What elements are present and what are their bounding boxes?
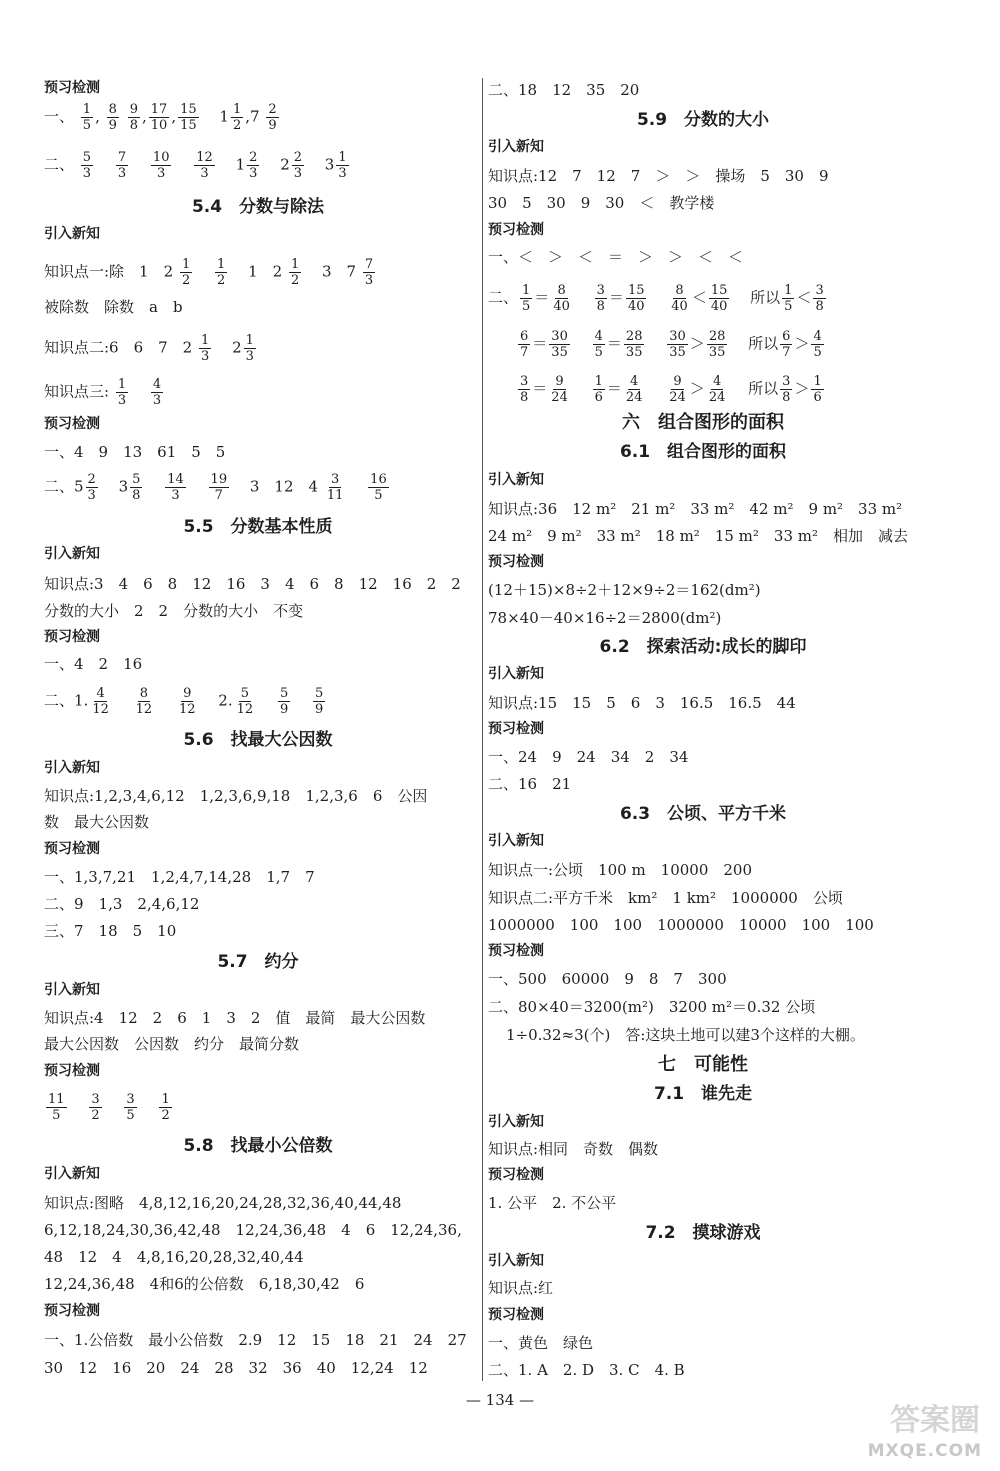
answer-line: 一、黄色 绿色 — [488, 1334, 594, 1352]
answer-line: $\frac{6}{7}$ ＝ $\frac{30}{35}$ $\frac{4}{5}$ ＝ $\frac{28}{35}$ $\frac{30}{35}$ ＞ $\frac{28}{35}$ 所以 $\frac{6}{7}$ ＞ $\frac{4}{5}$ — [520, 329, 822, 360]
section-label: 引入新知 — [488, 1114, 544, 1130]
section-label: 预习检测 — [44, 80, 100, 96]
section-title: 5.9 分数的大小 — [636, 110, 770, 130]
fraction: $\frac{8}{12}$ — [135, 686, 153, 717]
chapter-title: 七 可能性 — [658, 1054, 748, 1075]
answer-line: 知识点二:平方千米 km² 1 km² 1000000 公顷 — [488, 889, 843, 907]
fraction: $\frac{9}{12}$ — [178, 686, 196, 717]
answer-line: 被除数 除数 a b — [44, 298, 183, 316]
fraction: $\frac{1}{6}$ — [813, 374, 822, 405]
fraction: $\frac{1}{6}$ — [594, 374, 603, 405]
watermark-site: MXQE.COM — [867, 1441, 982, 1461]
fraction: $\frac{17}{10}$ — [150, 102, 168, 133]
fraction: $\frac{1}{2}$ — [181, 257, 191, 288]
section-title: 6.2 探索活动:成长的脚印 — [599, 637, 807, 657]
fraction: $\frac{4}{12}$ — [92, 686, 109, 717]
section-title: 5.5 分数基本性质 — [183, 517, 333, 537]
answer-line: 二、18 12 35 20 — [488, 81, 640, 99]
answer-line: 三、7 18 5 10 — [44, 922, 177, 940]
fraction: $\frac{28}{35}$ — [708, 329, 726, 360]
answer-line: 知识点:3 4 6 8 12 16 3 4 6 8 12 16 2 2 — [44, 575, 461, 593]
watermark — [800, 1395, 990, 1465]
column-divider — [482, 78, 483, 1381]
fraction: $\frac{4}{5}$ — [813, 329, 822, 360]
answer-line: 知识点二:6 6 7 2 $\frac{1}{3}$ 2 $\frac{1}{3}$ — [44, 333, 254, 364]
fraction: $\frac{1}{3}$ — [338, 150, 347, 181]
fraction: $\frac{3}{5}$ — [126, 1092, 135, 1123]
fraction: $\frac{4}{5}$ — [594, 329, 603, 360]
fraction: $\frac{4}{3}$ — [152, 377, 162, 408]
fraction: $\frac{3}{8}$ — [596, 283, 605, 314]
page-number: — 134 — — [465, 1391, 535, 1409]
fraction: $\frac{9}{8}$ — [129, 102, 138, 133]
fraction: $\frac{1}{2}$ — [290, 257, 300, 288]
answer-line: 一、1,3,7,21 1,2,4,7,14,28 1,7 7 — [44, 868, 315, 886]
fraction: $\frac{4}{24}$ — [708, 374, 726, 405]
fraction: $\frac{7}{3}$ — [364, 257, 374, 288]
fraction: $\frac{12}{3}$ — [196, 150, 213, 181]
fraction: $\frac{1}{2}$ — [161, 1092, 170, 1123]
answer-line: 知识点:图略 4,8,12,16,20,24,28,32,36,40,44,48 — [44, 1194, 402, 1212]
answer-line: $\frac{3}{8}$ ＝ $\frac{9}{24}$ $\frac{1}{6}$ ＝ $\frac{4}{24}$ $\frac{9}{24}$ ＞ $\frac{4}{24}$ 所以 $\frac{3}{8}$ ＞ $\frac{1}{6}$ — [520, 374, 822, 405]
answer-line: 12,24,36,48 4和6的公倍数 6,18,30,42 6 — [44, 1275, 365, 1293]
fraction: $\frac{7}{3}$ — [117, 150, 127, 181]
fraction: $\frac{8}{40}$ — [671, 283, 688, 314]
answer-line: (12＋15)×8÷2＋12×9÷2＝162(dm²) — [488, 581, 761, 599]
answer-line: 二、16 21 — [488, 775, 572, 793]
answer-line: 二、1. A 2. D 3. C 4. B — [488, 1361, 685, 1379]
fraction: $\frac{14}{3}$ — [167, 472, 184, 503]
fraction: $\frac{3}{8}$ — [520, 374, 529, 405]
section-label: 预习检测 — [44, 629, 100, 645]
section-label: 引入新知 — [488, 666, 544, 682]
answer-line: 48 12 4 4,8,16,20,28,32,40,44 — [44, 1248, 304, 1266]
answer-line: 知识点:红 — [488, 1279, 554, 1297]
answer-line: 二、5 $\frac{2}{3}$ 3 $\frac{5}{8}$ $\frac{14}{3}$ $\frac{19}{7}$ 3 12 4 $\frac{3}{11}$ $\frac{16}{5}$ — [44, 472, 387, 503]
answer-line: 6,12,18,24,30,36,42,48 12,24,36,48 4 6 12,24,36, — [44, 1221, 462, 1239]
fraction: $\frac{1}{5}$ — [784, 283, 793, 314]
answer-line: 知识点一:公顷 100 m 10000 200 — [488, 861, 753, 879]
fraction: $\frac{1}{5}$ — [82, 102, 92, 133]
fraction: $\frac{9}{24}$ — [669, 374, 686, 405]
fraction: $\frac{5}{9}$ — [315, 686, 324, 717]
fraction: $\frac{19}{7}$ — [210, 472, 228, 503]
fraction: $\frac{2}{9}$ — [268, 102, 277, 133]
answer-line — [44, 1092, 174, 1123]
answer-line: 一、 $\frac{1}{5}$ , $\frac{8}{9}$ $\frac{9}{8}$ , $\frac{17}{10}$ , $\frac{15}{15}$ 1 $\frac{1}{2}$ ,7 $\frac{2}{9}$ — [44, 102, 277, 133]
fraction: $\frac{1}{2}$ — [217, 257, 226, 288]
fraction: $\frac{2}{3}$ — [87, 472, 96, 503]
answer-line: 24 m² 9 m² 33 m² 18 m² 15 m² 33 m² 相加 减去 — [488, 527, 909, 545]
section-label: 引入新知 — [488, 472, 544, 488]
section-label: 引入新知 — [488, 139, 544, 155]
answer-line: 1÷0.32≈3(个) 答:这块土地可以建3个这样的大棚。 — [506, 1026, 865, 1044]
fraction: $\frac{1}{3}$ — [245, 333, 254, 364]
fraction: $\frac{3}{8}$ — [782, 374, 791, 405]
answer-line: 知识点三: $\frac{1}{3}$ $\frac{4}{3}$ — [44, 377, 162, 408]
section-label: 引入新知 — [44, 982, 100, 998]
section-label: 预习检测 — [44, 841, 100, 857]
answer-line: 知识点:相同 奇数 偶数 — [488, 1140, 659, 1158]
answer-line: 一、＜ ＞ ＜ ＝ ＞ ＞ ＜ ＜ — [488, 248, 744, 266]
fraction: $\frac{30}{35}$ — [669, 329, 686, 360]
section-label: 预习检测 — [488, 1167, 544, 1183]
answer-line: 一、500 60000 9 8 7 300 — [488, 970, 727, 988]
answer-line: 知识点:4 12 2 6 1 3 2 值 最简 最大公因数 — [44, 1009, 426, 1027]
fraction: $\frac{4}{24}$ — [625, 374, 643, 405]
fraction: $\frac{30}{35}$ — [551, 329, 568, 360]
section-title: 5.4 分数与除法 — [191, 197, 325, 217]
fraction: $\frac{28}{35}$ — [625, 329, 643, 360]
section-label: 引入新知 — [488, 833, 544, 849]
answer-line: 知识点:12 7 12 7 ＞ ＞ 操场 5 30 9 — [488, 167, 829, 185]
section-label: 预习检测 — [488, 222, 544, 238]
answer-line: 知识点:1,2,3,4,6,12 1,2,3,6,9,18 1,2,3,6 6 公因 — [44, 787, 428, 805]
section-label: 预习检测 — [44, 416, 100, 432]
answer-line: 数 最大公因数 — [44, 813, 150, 831]
fraction: $\frac{11}{5}$ — [48, 1092, 65, 1123]
answer-line: 分数的大小 2 2 分数的大小 不变 — [44, 602, 304, 620]
answer-line: 78×40－40×16÷2＝2800(dm²) — [488, 609, 722, 627]
fraction: $\frac{5}{9}$ — [279, 686, 289, 717]
fraction: $\frac{16}{5}$ — [370, 472, 387, 503]
answer-line: 知识点:36 12 m² 21 m² 33 m² 42 m² 9 m² 33 m² — [488, 500, 903, 518]
fraction: $\frac{15}{40}$ — [710, 283, 728, 314]
answer-line: 一、24 9 24 34 2 34 — [488, 748, 689, 766]
fraction: $\frac{15}{40}$ — [627, 283, 645, 314]
section-title: 5.6 找最大公因数 — [183, 730, 333, 750]
answer-line: 一、1.公倍数 最小公倍数 2.9 12 15 18 21 24 27 — [44, 1331, 467, 1349]
section-label: 预习检测 — [44, 1303, 100, 1319]
fraction: $\frac{2}{3}$ — [293, 150, 303, 181]
answer-line: 1. 公平 2. 不公平 — [488, 1194, 617, 1212]
answer-line: 30 12 16 20 24 28 32 36 40 12,24 12 — [44, 1359, 428, 1377]
section-label: 预习检测 — [488, 554, 544, 570]
fraction: $\frac{3}{11}$ — [326, 472, 344, 503]
watermark-logo: 答案圈 — [890, 1403, 980, 1438]
answer-line: 二、 $\frac{5}{3}$ $\frac{7}{3}$ $\frac{10}{3}$ $\frac{12}{3}$ 1 $\frac{2}{3}$ 2 $\frac{2}{3}$ 3 $\frac{1}{3}$ — [44, 150, 347, 181]
fraction: $\frac{10}{3}$ — [152, 150, 170, 181]
section-label: 预习检测 — [488, 943, 544, 959]
fraction: $\frac{1}{3}$ — [117, 377, 127, 408]
answer-line: 30 5 30 9 30 ＜ 教学楼 — [488, 194, 715, 212]
fraction: $\frac{3}{8}$ — [815, 283, 824, 314]
section-label: 引入新知 — [44, 226, 100, 242]
section-title: 6.1 组合图形的面积 — [619, 442, 787, 462]
section-title: 5.8 找最小公倍数 — [183, 1136, 333, 1156]
fraction: $\frac{15}{15}$ — [180, 102, 197, 133]
answer-line: 二、9 1,3 2,4,6,12 — [44, 895, 200, 913]
fraction: $\frac{1}{2}$ — [232, 102, 242, 133]
answer-line: 二、1. $\frac{4}{12}$ $\frac{8}{12}$ $\frac{9}{12}$ 2. $\frac{5}{12}$ $\frac{5}{9}$ $\frac{5}{9}$ — [44, 686, 324, 717]
fraction: $\frac{5}{3}$ — [82, 150, 92, 181]
answer-line: 一、4 2 16 — [44, 655, 143, 673]
fraction: $\frac{3}{2}$ — [91, 1092, 100, 1123]
section-label: 预习检测 — [488, 1307, 544, 1323]
fraction: $\frac{8}{9}$ — [108, 102, 117, 133]
fraction: $\frac{9}{24}$ — [551, 374, 568, 405]
chapter-title: 六 组合图形的面积 — [622, 412, 784, 433]
section-label: 预习检测 — [44, 1063, 100, 1079]
section-title: 6.3 公顷、平方千米 — [619, 804, 787, 824]
fraction: $\frac{5}{12}$ — [236, 686, 254, 717]
answer-line: 知识点:15 15 5 6 3 16.5 16.5 44 — [488, 694, 796, 712]
answer-line: 最大公因数 公因数 约分 最简分数 — [44, 1035, 300, 1053]
answer-line: 二、80×40＝3200(m²) 3200 m²＝0.32 公顷 — [488, 998, 816, 1016]
fraction: $\frac{1}{3}$ — [201, 333, 210, 364]
fraction: $\frac{6}{7}$ — [782, 329, 791, 360]
answer-line: 知识点一:除 1 2 $\frac{1}{2}$ $\frac{1}{2}$ 1 2 $\frac{1}{2}$ 3 7 $\frac{7}{3}$ — [44, 257, 374, 288]
fraction: $\frac{6}{7}$ — [520, 329, 529, 360]
section-title: 7.1 谁先走 — [653, 1084, 753, 1104]
section-label: 引入新知 — [44, 546, 100, 562]
section-label: 引入新知 — [44, 760, 100, 776]
section-label: 引入新知 — [44, 1166, 100, 1182]
fraction: $\frac{2}{3}$ — [249, 150, 258, 181]
answer-line: 一、4 9 13 61 5 5 — [44, 443, 226, 461]
fraction: $\frac{8}{40}$ — [553, 283, 570, 314]
section-label: 预习检测 — [488, 721, 544, 737]
answer-line: 1000000 100 100 1000000 10000 100 100 — [488, 916, 874, 934]
section-title: 5.7 约分 — [217, 952, 299, 972]
fraction: $\frac{5}{8}$ — [132, 472, 141, 503]
section-title: 7.2 摸球游戏 — [645, 1223, 761, 1243]
answer-line: 二、 $\frac{1}{5}$ ＝ $\frac{8}{40}$ $\frac{3}{8}$ ＝ $\frac{15}{40}$ $\frac{8}{40}$ ＜ $\frac{15}{40}$ 所以 $\frac{1}{5}$ ＜ $\frac{3}{8}$ — [488, 283, 824, 314]
section-label: 引入新知 — [488, 1253, 544, 1269]
fraction: $\frac{1}{5}$ — [522, 283, 531, 314]
